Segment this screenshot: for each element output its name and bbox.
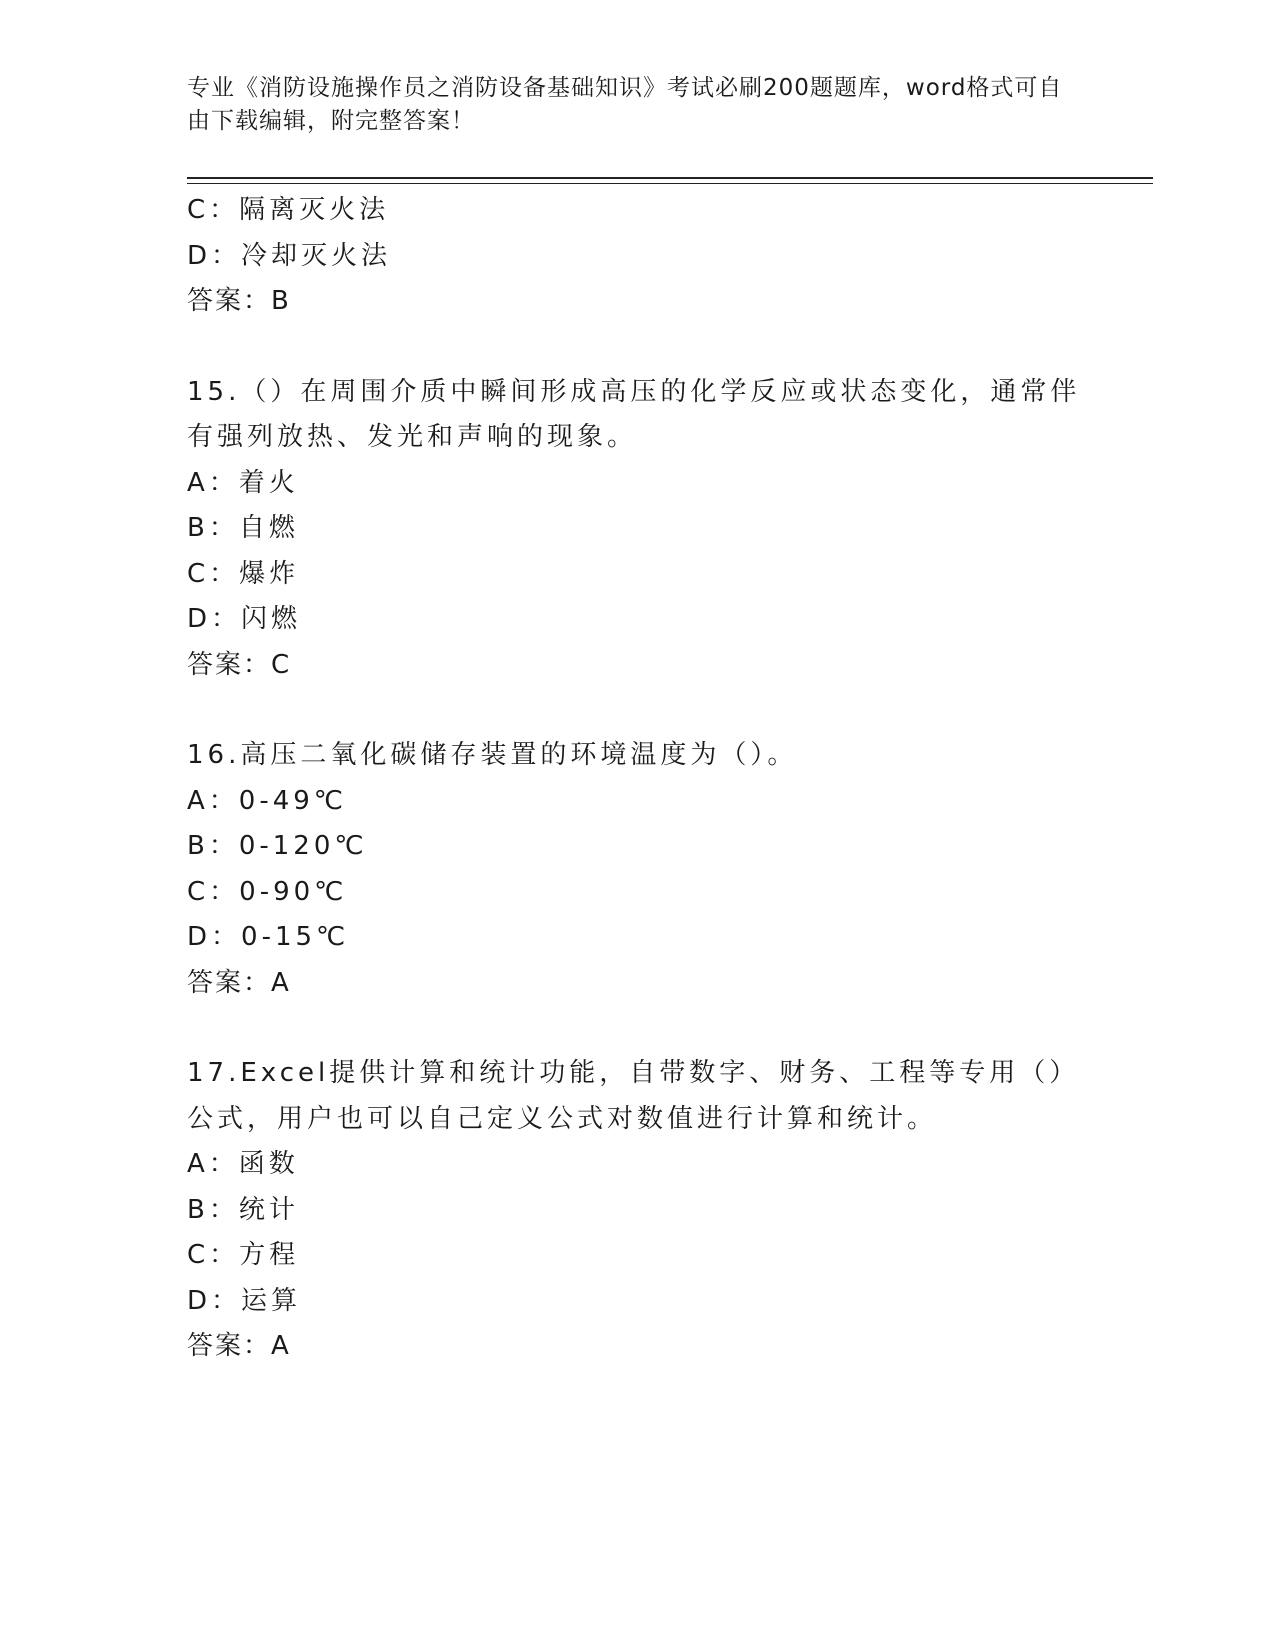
question-stem: 17.Excel提供计算和统计功能，自带数字、财务、工程等专用（）公式，用户也可以自己定义公式对数值进行计算和统计。 xyxy=(187,1058,1080,1134)
question-stem: 16.高压二氧化碳储存装置的环境温度为（）。 xyxy=(187,740,798,770)
option-b: B：自燃 xyxy=(187,513,299,543)
option-a: A：0-49℃ xyxy=(187,785,347,816)
question-stem: 15.（）在周围介质中瞬间形成高压的化学反应或状态变化，通常伴有强列放热、发光和声响的现象。 xyxy=(187,376,1081,452)
option-a: A：着火 xyxy=(187,467,299,498)
option-c: C：隔离灭火法 xyxy=(187,195,390,225)
answer: 答案：B xyxy=(187,286,291,316)
answer: 答案：C xyxy=(187,649,292,680)
previous-question-tail xyxy=(187,188,1087,325)
header-rule-thick xyxy=(187,177,1153,179)
option-d: D：运算 xyxy=(187,1285,302,1316)
question-17 xyxy=(187,1051,1087,1370)
option-c: C：爆炸 xyxy=(187,558,300,589)
option-a: A：函数 xyxy=(187,1149,299,1179)
option-c: C：0-90℃ xyxy=(187,876,348,907)
header-rule-thin xyxy=(187,183,1153,184)
option-d: D：0-15℃ xyxy=(187,922,350,952)
option-b: B：统计 xyxy=(187,1194,299,1225)
answer: 答案：A xyxy=(187,1331,291,1361)
question-16 xyxy=(187,733,1087,1006)
question-15 xyxy=(187,370,1087,689)
option-c: C：方程 xyxy=(187,1240,300,1270)
option-b: B：0-120℃ xyxy=(187,831,368,861)
document-body xyxy=(187,188,1087,1370)
answer: 答案：A xyxy=(187,967,291,998)
option-d: D：冷却灭火法 xyxy=(187,240,392,271)
document-header: 专业《消防设施操作员之消防设备基础知识》考试必刷200题题库，word格式可自由下载编辑，附完整答案！ xyxy=(187,75,1063,134)
option-d: D：闪燃 xyxy=(187,604,302,634)
